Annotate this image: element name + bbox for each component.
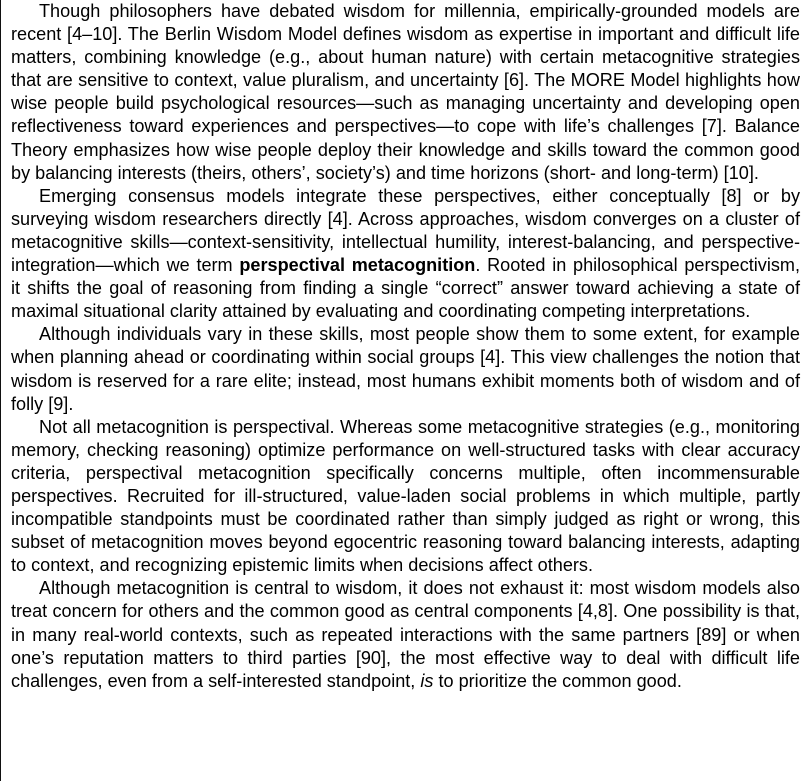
paragraph-4-text: Not all metacognition is perspectival. Whereas some metacognitive strategies (e.g., monitoring memory, checking reasoning) optimize performance on well-structured tasks with clear accuracy criteria, perspectival metacognition specifically concerns multiple, often incommensurable perspectives. Recruited for ill-structured, value-laden social problems in which multiple, partly incompatible standpoints must be coordinated rather than simply judged as right or wrong, this subset of metacognition moves beyond egocentric reasoning toward balancing interests, adapting to context, and recognizing epistemic limits when decisions affect others.	[11, 416, 800, 576]
paragraph-5	[11, 577, 800, 692]
paragraph-4	[11, 416, 800, 578]
paragraph-3	[11, 323, 800, 415]
perspectival-metacognition-term: perspectival metacognition	[239, 255, 476, 276]
paragraph-2-text-end: . Rooted in philosophical perspectivism, it shifts the goal of reasoning from finding a single “correct” answer toward achieving a state of maximal situational clarity attained by evaluating and coordinating competing interpretations.	[11, 255, 800, 322]
paragraph-2	[11, 185, 800, 324]
paragraph-1	[11, 0, 800, 185]
emphasis-is: is	[420, 670, 434, 691]
paragraph-3-text: Although individuals vary in these skills, most people show them to some extent, for example when planning ahead or coordinating within social groups [4]. This view challenges the notion that wisdom is reserved for a rare elite; instead, most humans exhibit moments both of wisdom and of folly [9].	[11, 324, 800, 414]
left-margin-rule	[0, 0, 1, 781]
paragraph-5-text-start: Although metacognition is central to wisdom, it does not exhaust it: most wisdom models also treat concern for others and the common good as central components [4,8]. One possibility is that, in many real-world contexts, such as repeated interactions with the same partners [89] or when one’s reputation matters to third parties [90], the most effective way to deal with difficult life challenges, even from a self-interested standpoint,	[11, 578, 800, 691]
paragraph-2-text-start: Emerging consensus models integrate these perspectives, either conceptually [8] or by surveying wisdom researchers directly [4]. Across approaches, wisdom converges on a cluster of metacognitive skills—context-sensitivity, intellectual humility, interest-balancing, and perspective-integration—which we term	[11, 185, 800, 276]
paragraph-5-text-end: to prioritize the common good.	[433, 670, 682, 691]
paragraph-1-text: Though philosophers have debated wisdom for millennia, empirically-grounded models are recent [4–10]. The Berlin Wisdom Model defines wisdom as expertise in important and difficult life matters, combining knowledge (e.g., about human nature) with certain metacognitive strategies that are sensitive to context, value pluralism, and uncertainty [6]. The MORE Model highlights how wise people build psychological resources—such as managing uncertainty and developing open reflectiveness toward experiences and perspectives—to cope with life’s challenges [7]. Balance Theory emphasizes how wise people deploy their knowledge and skills toward the common good by balancing interests (theirs, others’, society’s) and time horizons (short- and long-term) [10].	[11, 1, 800, 183]
